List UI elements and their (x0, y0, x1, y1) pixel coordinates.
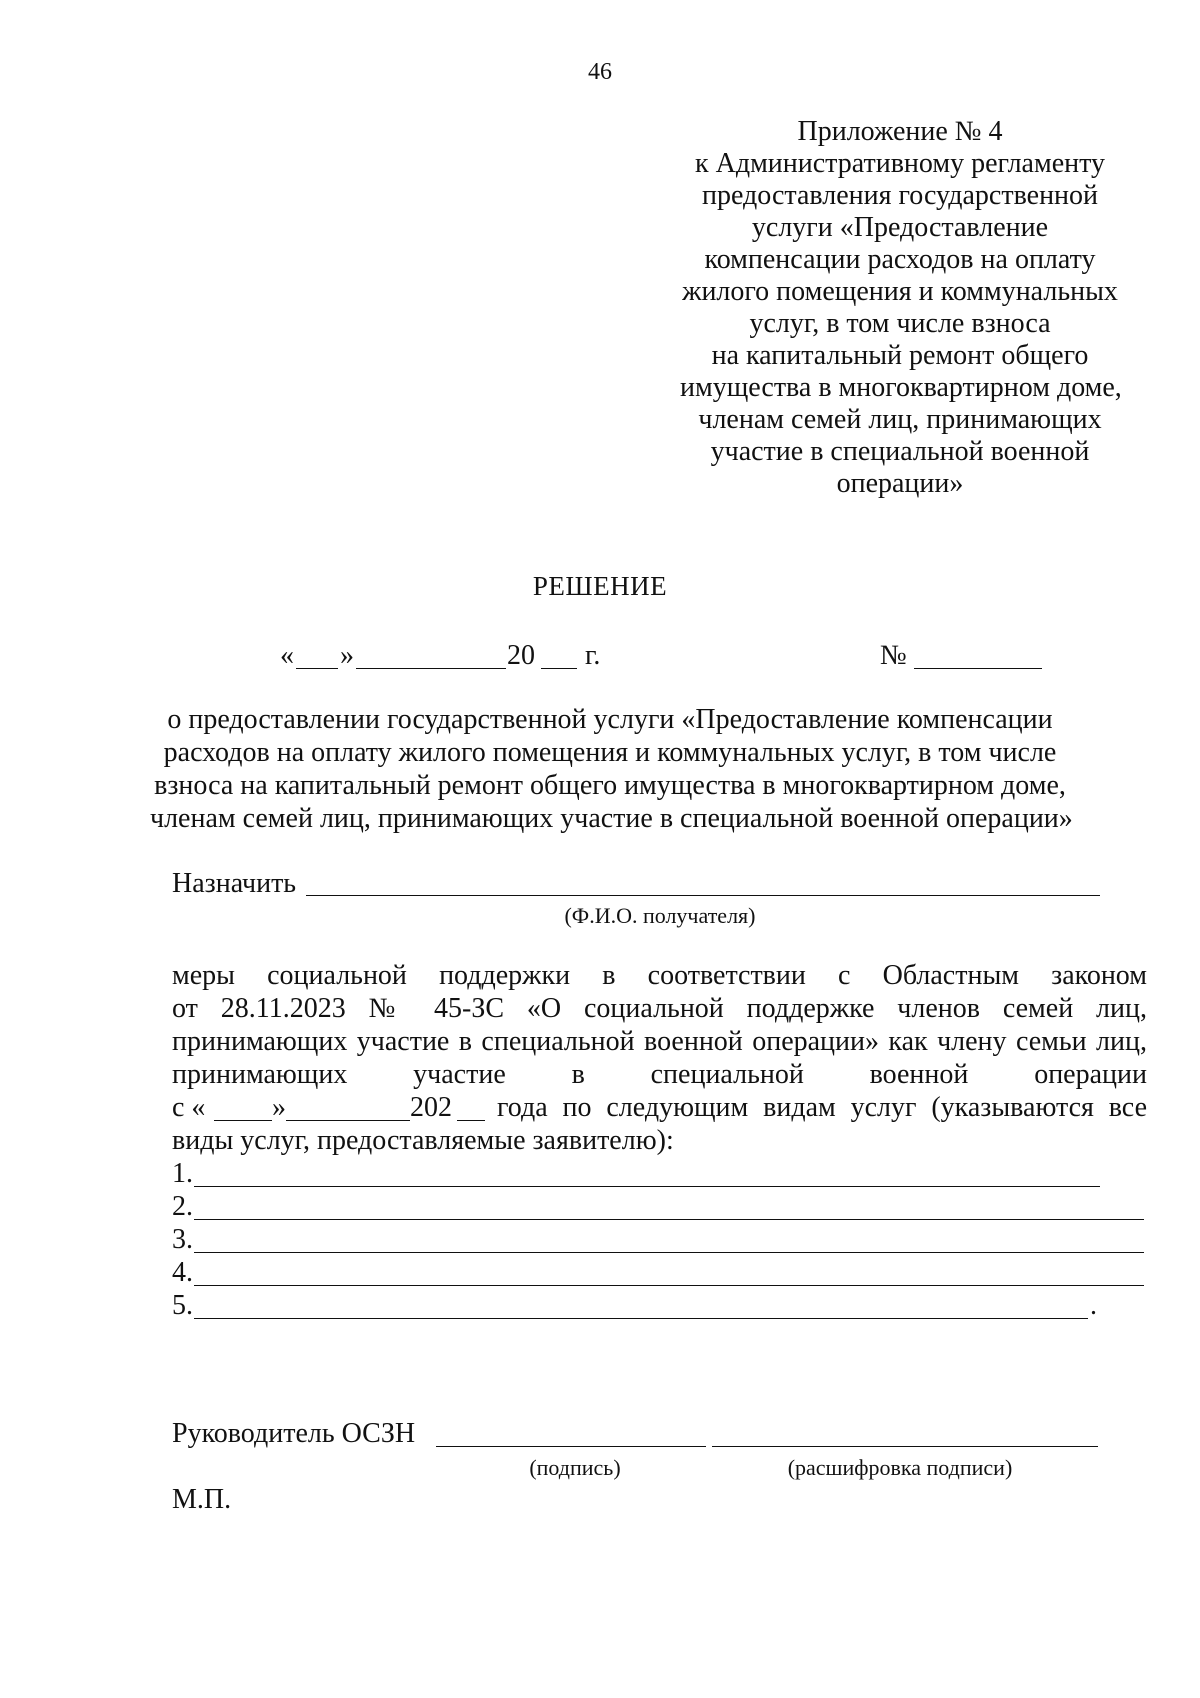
body-date-tail: года по следующим видам услуг (указываются все (497, 1092, 1147, 1123)
service-number: 5. (172, 1290, 193, 1321)
subject-line: членам семей лиц, принимающих участие в специальной военной операции» (150, 803, 1073, 834)
annex-line: жилого помещения и коммунальных (682, 276, 1118, 307)
decision-title: РЕШЕНИЕ (532, 571, 668, 601)
body-line: меры социальной поддержки в соответствии с Областным законом (172, 960, 1147, 991)
recipient-name-blank[interactable] (306, 895, 1100, 896)
service-blank[interactable] (194, 1186, 1100, 1187)
annex-line: участие в специальной военной (710, 436, 1090, 467)
annex-line: операции» (836, 468, 964, 499)
date-year-blank[interactable] (541, 668, 577, 669)
subject-line: о предоставлении государственной услуги «Предоставление компенсации (167, 704, 1053, 735)
assign-label: Назначить (172, 868, 297, 899)
date-year-prefix: 20 (507, 640, 535, 671)
service-blank[interactable] (194, 1219, 1144, 1220)
annex-line: услуг, в том числе взноса (749, 308, 1051, 339)
body-line: от 28.11.2023 № 45-ЗС «О социальной поддержке членов семей лиц, (172, 993, 1147, 1024)
annex-line: предоставления государственной (701, 180, 1099, 211)
service-number: 1. (172, 1158, 193, 1189)
date-day-blank[interactable] (296, 668, 338, 669)
signature-blank[interactable] (436, 1446, 706, 1447)
number-label: № (880, 640, 907, 671)
signature-label: Руководитель ОСЗН (172, 1418, 416, 1449)
body-line: принимающих участие в специальной военной операции» как члену семьи лиц, (172, 1026, 1147, 1057)
page-number: 46 (588, 59, 612, 85)
date-year-suffix: г. (585, 640, 601, 671)
signature-decode-caption: (расшифровка подписи) (787, 1455, 1013, 1480)
recipient-caption: (Ф.И.О. получателя) (564, 903, 756, 928)
body-line: принимающих участие в специальной военной операции (172, 1059, 1147, 1090)
service-blank[interactable] (194, 1285, 1144, 1286)
services-end-mark: . (1090, 1290, 1097, 1321)
annex-line: компенсации расходов на оплату (704, 244, 1096, 275)
signature-caption: (подпись) (529, 1455, 621, 1480)
annex-line: к Административному регламенту (695, 148, 1105, 179)
signature-decode-blank[interactable] (712, 1446, 1098, 1447)
body-line: виды услуг, предоставляемые заявителю): (172, 1125, 674, 1156)
service-number: 2. (172, 1191, 193, 1222)
body-date-mid: » (272, 1092, 286, 1123)
stamp-place: М.П. (172, 1484, 232, 1515)
decision-number-blank[interactable] (914, 668, 1042, 669)
service-number: 3. (172, 1224, 193, 1255)
annex-header (680, 116, 1120, 500)
date-open-quote: « (280, 640, 294, 671)
body-date-prefix: с « (172, 1092, 206, 1123)
annex-line: Приложение № 4 (797, 116, 1003, 147)
body-date-year: 202 (410, 1092, 452, 1123)
service-blank[interactable] (194, 1252, 1144, 1253)
annex-line: услуги «Предоставление (751, 212, 1049, 243)
subject-line: взноса на капитальный ремонт общего имущества в многоквартирном доме, (154, 770, 1066, 801)
annex-line: имущества в многоквартирном доме, (680, 372, 1122, 403)
body-day-blank[interactable] (214, 1120, 272, 1121)
body-month-blank[interactable] (286, 1120, 410, 1121)
date-month-blank[interactable] (356, 668, 506, 669)
body-year-blank[interactable] (457, 1120, 485, 1121)
subject-line: расходов на оплату жилого помещения и коммунальных услуг, в том числе (163, 737, 1057, 768)
service-number: 4. (172, 1257, 193, 1288)
date-close-quote: » (340, 640, 354, 671)
service-blank[interactable] (194, 1318, 1088, 1319)
annex-line: на капитальный ремонт общего (711, 340, 1089, 371)
annex-line: членам семей лиц, принимающих (698, 404, 1102, 435)
